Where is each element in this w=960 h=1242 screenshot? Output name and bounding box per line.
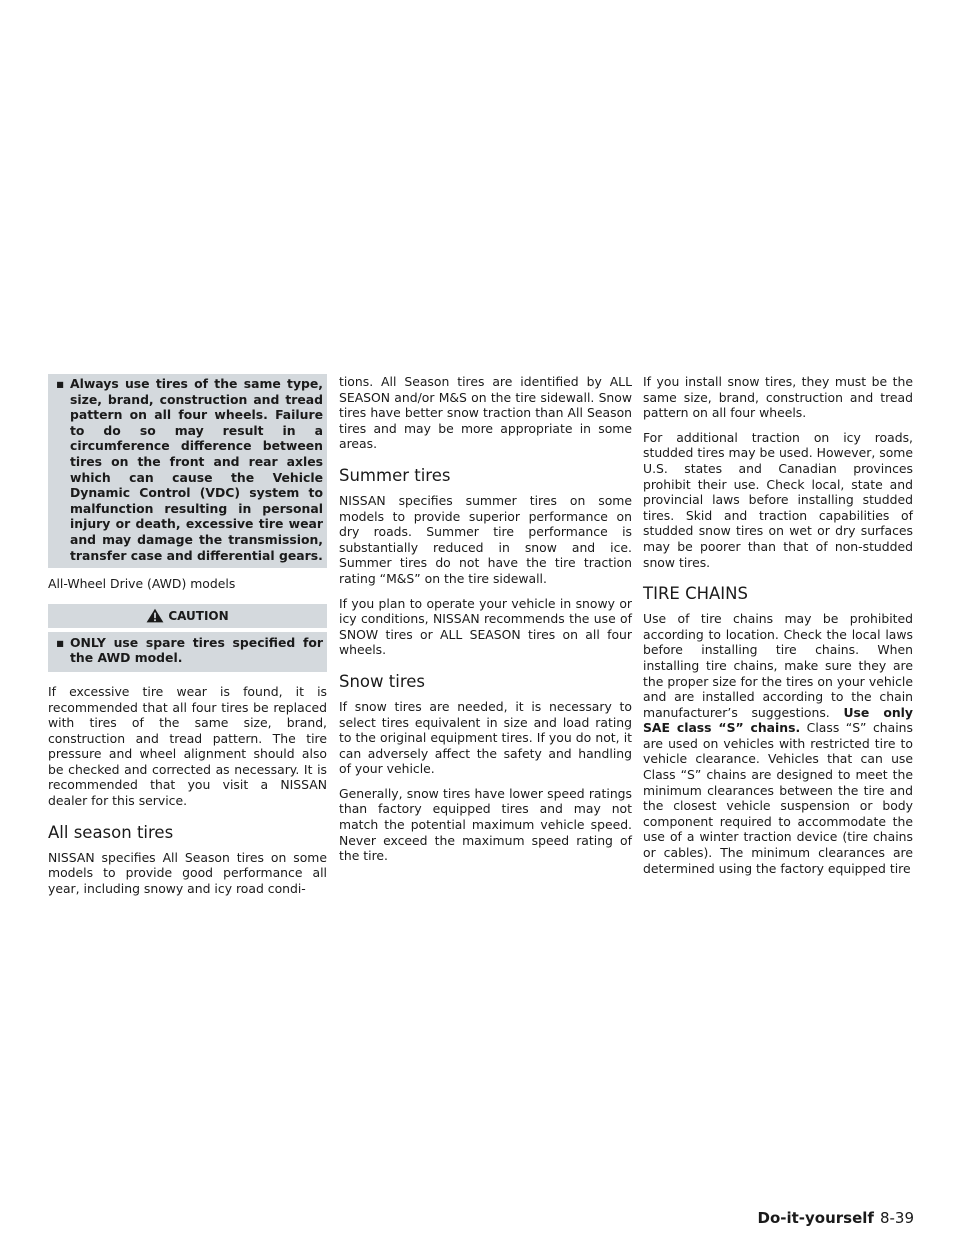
heading-summer-tires: Summer tires	[339, 465, 451, 485]
all-season-paragraph: NISSAN specifies All Season tires on some models to provide good performance all year, including snowy and icy road condi-	[48, 849, 327, 896]
caution-header	[48, 604, 327, 628]
warning-triangle-icon	[146, 608, 164, 623]
snow-paragraph-1: If snow tires are needed, it is necessary to select tires equivalent in size and load rating to the original equipment tires. If you do not, it can adversely affect the safety and handling of your vehicle.	[339, 698, 632, 777]
heading-snow-tires: Snow tires	[339, 671, 425, 691]
summer-paragraph-2: If you plan to operate your vehicle in snowy or icy conditions, NISSAN recommends the use of SNOW tires or ALL SEASON tires on all four wheels.	[339, 595, 632, 658]
awd-models-label: All-Wheel Drive (AWD) models	[48, 576, 236, 592]
column-3	[643, 374, 913, 885]
all-season-paragraph-cont: tions. All Season tires are identified by ALL SEASON and/or M&S on the tire sidewall. Snow tires have better snow traction than All Season tires and may be more appropriate in some areas.	[339, 374, 632, 452]
heading-all-season-tires: All season tires	[48, 822, 174, 842]
chains-text-a: Use of tire chains may be prohibited according to location. Check the local laws before installing tire chains. When installing tire chains, make sure they are the proper size for the tires on your vehicle and are installed according to the chain manufacturer’s suggestions.	[643, 611, 913, 720]
bullet-glyph: ▪	[56, 634, 65, 650]
warning-box	[48, 374, 327, 568]
caution-box	[48, 632, 327, 672]
page-number: 8-39	[879, 1209, 914, 1227]
studded-tires-paragraph: For additional traction on icy roads, studded tires may be used. However, some U.S. states and Canadian provinces prohibit their use. Check local, state and provincial laws before installing studded tires. Skid and traction capabilities of studded snow tires on wet or dry surfaces may be poorer than that of non-studded snow tires.	[643, 429, 913, 570]
tire-chains-paragraph	[643, 611, 913, 876]
snow-tires-paragraph: If you install snow tires, they must be the same size, brand, construction and tread pattern on all four wheels.	[643, 374, 913, 421]
caution-title: CAUTION	[168, 608, 229, 623]
chains-text-b: Class “S” chains are used on vehicles with restricted tire to vehicle clearance. Vehicles that can use Class “S” chains are designed to meet the minimum clearances between the tire and the closest vehicle suspension or body component required to accommodate the use of a winter traction device (tire chains or cables). The minimum clearances are determined using the factory equipped tire	[643, 720, 913, 876]
caution-bullet	[56, 635, 323, 666]
bullet-glyph: ▪	[56, 376, 65, 391]
column-2	[339, 374, 632, 873]
warning-bullet	[56, 376, 323, 563]
footer-section-title: Do-it-yourself	[757, 1209, 874, 1227]
snow-paragraph-2: Generally, snow tires have lower speed ratings than factory equipped tires and may not match the potential maximum vehicle speed. Never exceed the maximum speed rating of the tire.	[339, 785, 632, 864]
chains-text-bold: Use only SAE class “S” chains.	[643, 704, 914, 736]
page-footer	[752, 1209, 914, 1227]
warning-bullet-text: Always use tires of the same type, size, brand, construction and tread pattern on all four wheels. Failure to do so may result in a circumference difference between tires on the front and rear axles which can cause the Vehicle Dynamic Control (VDC) system to malfunction resulting in personal injury or death, excessive tire wear and may damage the transmission, transfer case and differential gears.	[70, 376, 323, 563]
column-1	[48, 374, 327, 905]
caution-bullet-text: ONLY use spare tires specified for the AWD model.	[70, 634, 323, 666]
tire-wear-paragraph: If excessive tire wear is found, it is recommended that all four tires be replaced with tires of the same size, brand, construction and tread pattern. The tire pressure and wheel alignment should also be checked and corrected as necessary. It is recommended that you visit a NISSAN dealer for this service.	[48, 683, 327, 809]
heading-tire-chains: TIRE CHAINS	[643, 584, 748, 604]
summer-paragraph-1: NISSAN specifies summer tires on some models to provide superior performance on dry roads. Summer tire performance is substantially reduced in snow and ice. Summer tires do not have the tire traction rating “M&S” on the tire sidewall.	[339, 492, 632, 586]
